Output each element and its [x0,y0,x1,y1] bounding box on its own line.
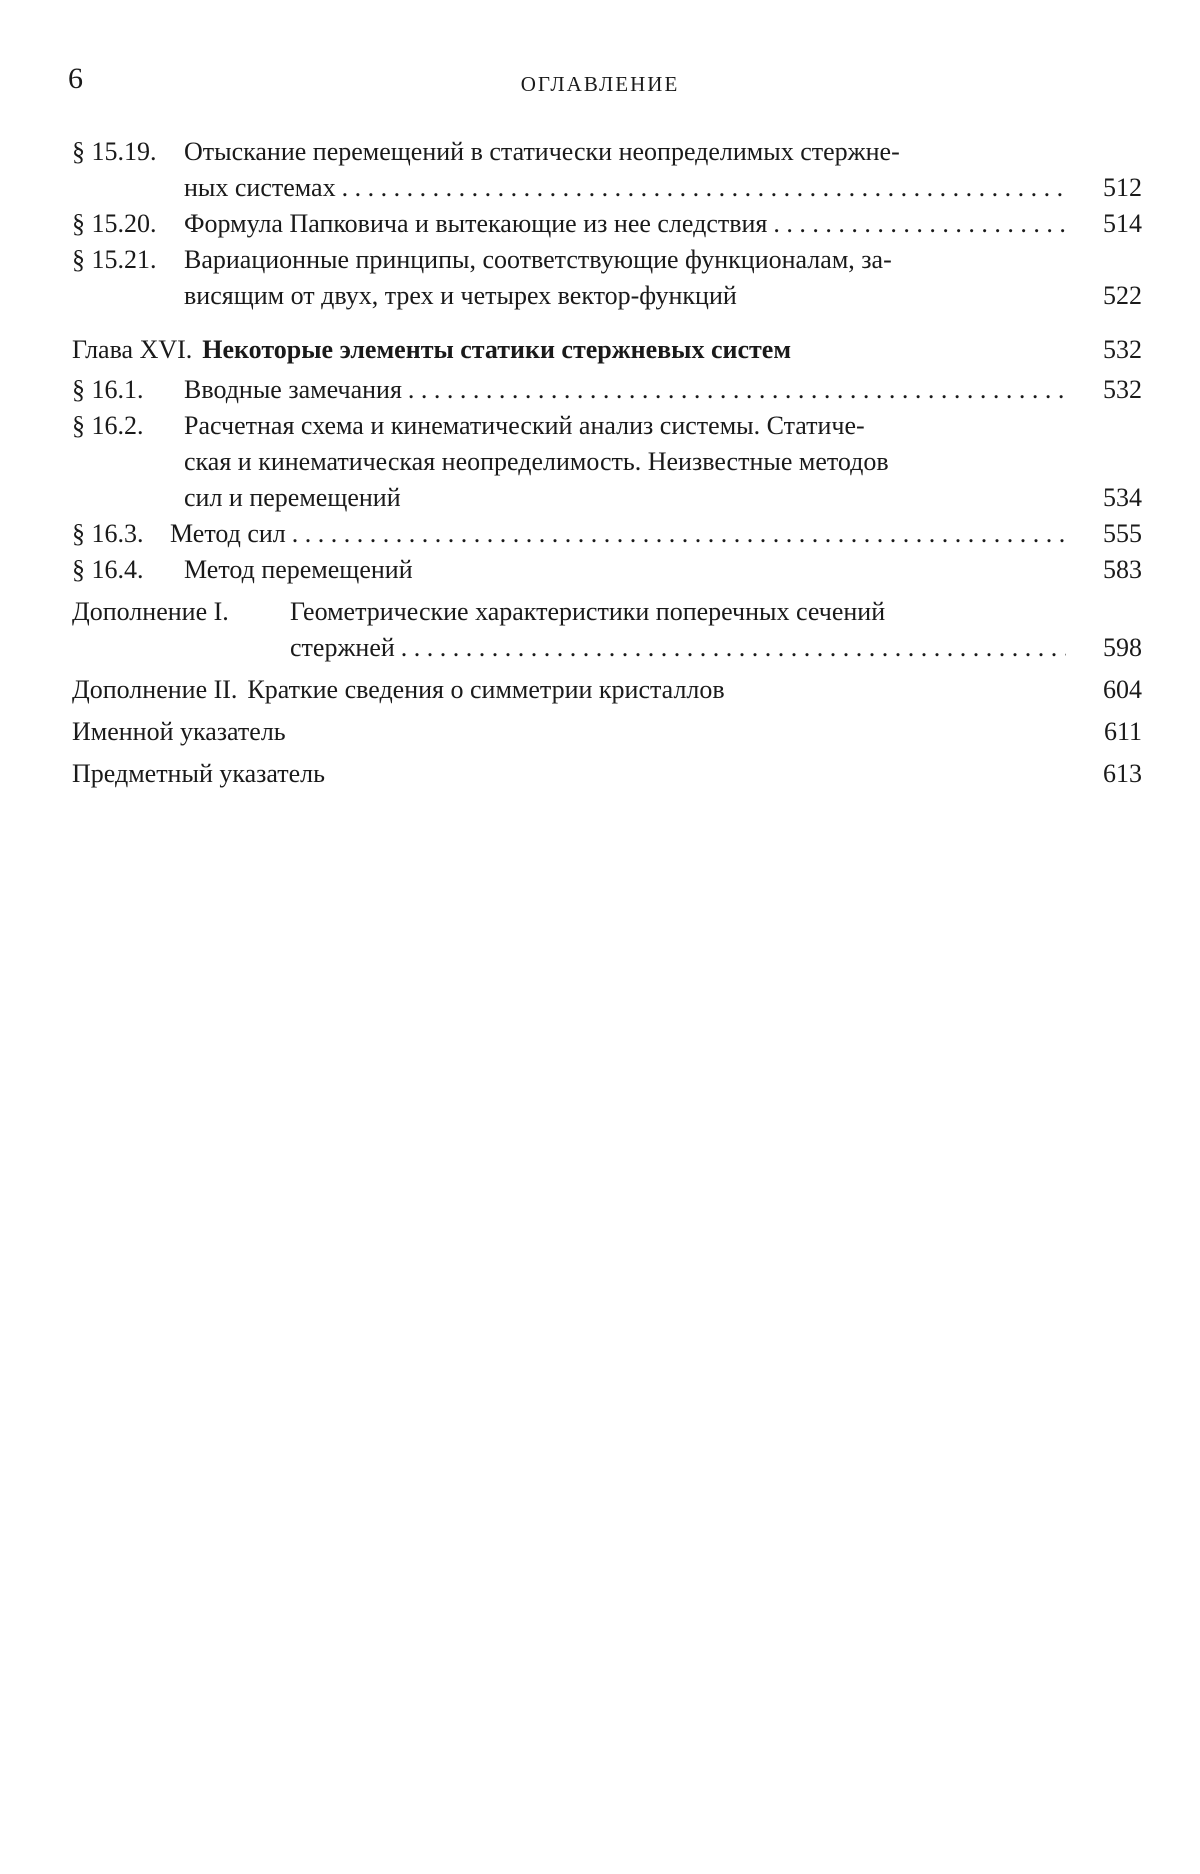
toc-chapter-16 [72,332,1142,368]
entry-title: Вводные замечания [184,375,402,404]
entry-title-line: Отыскание перемещений в статически неопределимых стержне- [184,137,900,166]
toc-entry-16-3 [72,516,1142,552]
toc-entry-16-2 [72,408,1142,516]
section-number: § 15.20. [72,209,157,238]
entry-title-line: висящим от двух, трех и четырех вектор-функций [184,281,737,310]
page-ref: 604 [1103,675,1142,704]
page-ref: 522 [1103,281,1142,310]
entry-title: Формула Папковича и вытекающие из нее следствия [184,209,768,238]
entry-title: Метод перемещений [184,555,413,584]
entry-title: Предметный указатель [72,759,326,788]
page-ref: 598 [1103,633,1142,662]
dot-leader [773,206,1066,242]
toc-name-index [72,714,1142,750]
dot-leader [292,516,1066,552]
section-number: § 15.19. [72,137,157,166]
toc-entry-15-21 [72,242,1142,314]
section-number: § 15.21. [72,245,157,274]
toc-entry-16-1 [72,372,1142,408]
entry-title: Краткие сведения о симметрии кристаллов [247,675,725,704]
section-number: § 16.1. [72,375,144,404]
page-ref: 512 [1103,173,1142,202]
entry-title-line: ных системах [184,173,336,202]
page-ref: 534 [1103,483,1142,512]
entry-title-line: сил и перемещений [184,483,401,512]
page-number: 6 [68,62,83,95]
appendix-label: Дополнение II. [72,675,238,704]
page-ref: 613 [1103,759,1142,788]
running-header: ОГЛАВЛЕНИЕ [520,72,680,96]
chapter-title: Некоторые элементы статики стержневых систем [202,335,792,364]
toc-appendix-2 [72,672,1142,708]
entry-title-line: ская и кинематическая неопределимость. Неизвестные методов [184,447,889,476]
page-ref: 583 [1103,555,1142,584]
chapter-prefix: Глава XVI. [72,335,193,364]
entry-title-line: Вариационные принципы, соответствующие функционалам, за- [184,245,892,274]
section-number: § 16.2. [72,411,144,440]
section-number: § 16.4. [72,555,144,584]
table-of-contents [72,134,1142,792]
page-ref: 532 [1103,375,1142,404]
page-ref: 514 [1103,209,1142,238]
entry-title-line: стержней [290,633,395,662]
toc-appendix-1 [72,594,1142,666]
dot-leader [408,372,1066,408]
entry-title: Метод сил [170,519,286,548]
entry-title-line: Геометрические характеристики поперечных сечений [290,597,886,626]
entry-title: Именной указатель [72,717,286,746]
appendix-label: Дополнение I. [72,597,229,626]
toc-subject-index [72,756,1142,792]
toc-entry-16-4 [72,552,1142,588]
toc-entry-15-20 [72,206,1142,242]
entry-title-line: Расчетная схема и кинематический анализ системы. Статиче- [184,411,865,440]
dot-leader [342,170,1066,206]
dot-leader [401,630,1066,666]
toc-entry-15-19 [72,134,1142,206]
page-ref: 532 [1103,335,1142,364]
page-ref: 611 [1103,717,1142,746]
page-ref: 555 [1103,519,1142,548]
section-number: § 16.3. [72,519,144,548]
